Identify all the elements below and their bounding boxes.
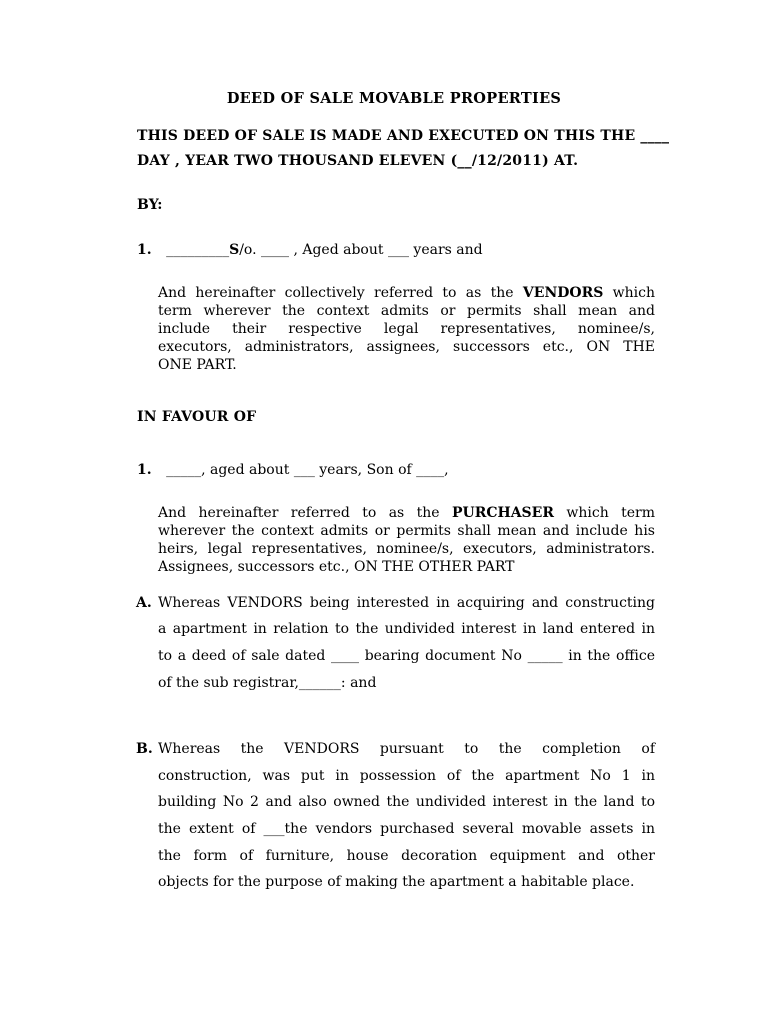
clause-a-line: a apartment in relation to the undivided interest in land entered in <box>158 621 655 637</box>
clause-a-letter: A. <box>136 595 152 611</box>
purchaser-item-text: _____, aged about ___ years, Son of ____, <box>166 462 449 478</box>
vendor-so-label: S <box>229 242 240 258</box>
clause-b-line: Whereas the VENDORS pursuant to the completion of <box>158 741 655 757</box>
clause-b-line: the form of furniture, house decoration equipment and other <box>158 848 655 864</box>
purchaser-item <box>137 462 449 478</box>
clause-b-letter: B. <box>136 741 153 757</box>
clause-a <box>158 595 655 695</box>
vendor-para-text: which <box>603 285 655 301</box>
purchaser-para-text: And hereinafter referred to as the <box>158 505 452 521</box>
vendor-para-line: executors, administrators, assignees, successors etc., ON THE <box>158 339 655 355</box>
clause-a-line: to a deed of sale dated ____ bearing document No _____ in the office <box>158 648 655 664</box>
clause-b-line: construction, was put in possession of the apartment No 1 in <box>158 768 655 784</box>
vendor-item-rest: /o. ____ , Aged about ___ years and <box>239 242 483 258</box>
clause-b-line: building No 2 and also owned the undivided interest in the land to <box>158 794 655 810</box>
clause-a-line: of the sub registrar,______: and <box>158 675 377 691</box>
in-favour-label: IN FAVOUR OF <box>137 409 257 425</box>
clause-b-line: objects for the purpose of making the apartment a habitable place. <box>158 874 635 890</box>
clause-b-line: the extent of ___the vendors purchased several movable assets in <box>158 821 655 837</box>
purchaser-term: PURCHASER <box>451 505 554 521</box>
document-title: DEED OF SALE MOVABLE PROPERTIES <box>226 90 562 107</box>
vendor-para-line: term wherever the context admits or permits shall mean and <box>158 303 655 319</box>
vendor-item-number: 1. <box>137 242 152 258</box>
vendors-term: VENDORS <box>522 285 604 301</box>
vendor-para-line <box>158 285 655 301</box>
vendor-item <box>137 242 483 258</box>
intro-line-2: DAY , YEAR TWO THOUSAND ELEVEN (__/12/2011) AT. <box>137 153 579 169</box>
by-label: BY: <box>137 197 163 213</box>
purchaser-para-line: wherever the context admits or permits shall mean and include his <box>158 523 655 539</box>
purchaser-paragraph <box>158 505 655 577</box>
purchaser-para-text: which term <box>553 505 655 521</box>
purchaser-item-number: 1. <box>137 462 152 478</box>
clause-b <box>158 741 655 901</box>
vendor-paragraph <box>158 285 655 375</box>
purchaser-para-line: Assignees, successors etc., ON THE OTHER PART <box>158 559 515 575</box>
intro-line-1: THIS DEED OF SALE IS MADE AND EXECUTED ON THIS THE ____ <box>137 128 670 144</box>
vendor-para-line: include their respective legal representatives, nominee/s, <box>158 321 655 337</box>
vendor-para-line: ONE PART. <box>158 357 237 373</box>
purchaser-para-line: heirs, legal representatives, nominee/s, executors, administrators. <box>158 541 655 557</box>
clause-a-line: Whereas VENDORS being interested in acquiring and constructing <box>158 595 655 611</box>
purchaser-para-line <box>158 505 655 521</box>
vendor-name-blank: _________ <box>166 242 230 258</box>
vendor-para-text: And hereinafter collectively referred to as the <box>158 285 523 301</box>
